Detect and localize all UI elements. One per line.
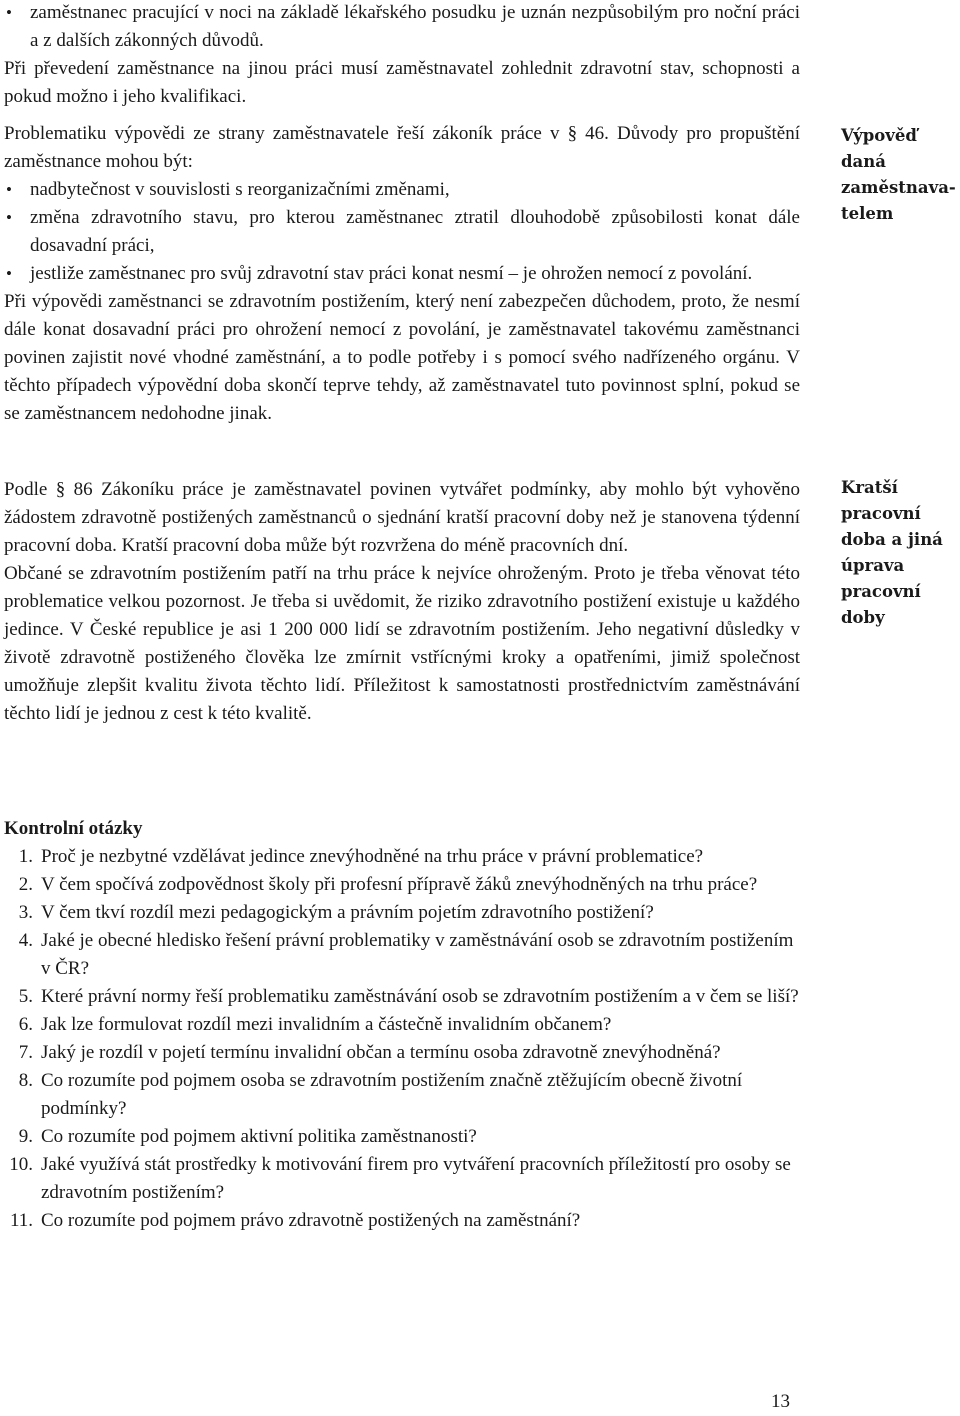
margin-note-line: doba a jiná xyxy=(841,530,943,549)
question-text: V čem spočívá zodpovědnost školy při profesní přípravě žáků znevýhodněných na trhu práce? xyxy=(41,874,758,895)
question-item xyxy=(0,1011,800,1039)
continuation-block xyxy=(4,0,800,111)
bullet-item: • nadbytečnost v souvislosti s reorganizačními změnami, xyxy=(4,176,800,204)
bullet-item: • změna zdravotního stavu, pro kterou zaměstnanec ztratil dlouhodobě způsobilosti konat dále dosavadní práci, xyxy=(4,204,800,260)
question-item xyxy=(0,1067,800,1123)
questions-list xyxy=(0,843,800,1235)
margin-note-shorter-hours xyxy=(841,475,959,631)
question-text: Jaký je rozdíl v pojetí termínu invalidní občan a termínu osoba zdravotně znevýhodněná? xyxy=(41,1042,721,1063)
paragraph: Občané se zdravotním postižením patří na trhu práce k nejvíce ohroženým. Proto je třeba věnovat této problematice velkou pozornost. Je třeba si uvědomit, že riziko zdravotního postižení existuje u každého jedince. V České republice je asi 1 200 000 lidí se zdravotním postižením. Jeho negativní důsledky v životě zdravotně postiženého člověka lze zmírnit vstřícnými kroky a opatřeními, jimiž společnost umožňuje zlepšit kvalitu života těchto lidí. Příležitost k samostatnosti prostřednictvím zaměstnávání těchto lidí je jednou z cest k této kvalitě. xyxy=(4,563,800,724)
margin-note-line: telem xyxy=(841,204,894,223)
question-item xyxy=(0,927,800,983)
shorter-hours-section xyxy=(4,476,800,728)
question-item xyxy=(0,983,800,1011)
question-item xyxy=(0,1039,800,1067)
question-number: 5. xyxy=(18,986,33,1007)
question-number: 11. xyxy=(9,1210,33,1231)
margin-note-line: Kratší xyxy=(841,478,898,497)
question-number: 8. xyxy=(18,1070,33,1091)
margin-note-line: Výpověď xyxy=(841,126,917,145)
margin-note-line: pracovní xyxy=(841,582,921,601)
question-item xyxy=(0,1123,800,1151)
question-text: V čem tkví rozdíl mezi pedagogickým a právním pojetím zdravotního postižení? xyxy=(41,902,654,923)
bullet-item: • zaměstnanec pracující v noci na základě lékařského posudku je uznán nezpůsobilým pro noční práci a z dalších zákonných důvodů. xyxy=(4,0,800,55)
margin-note-line: daná xyxy=(841,152,886,171)
question-text: Jaké je obecné hledisko řešení právní problematiky v zaměstnávání osob se zdravotním postižením v ČR? xyxy=(41,930,794,979)
question-number: 10. xyxy=(9,1154,33,1175)
question-number: 9. xyxy=(18,1126,33,1147)
questions-heading: Kontrolní otázky xyxy=(4,818,143,839)
margin-note-termination xyxy=(841,123,959,227)
question-number: 1. xyxy=(18,846,33,867)
question-item xyxy=(0,1151,800,1207)
paragraph-intro: Problematiku výpovědi ze strany zaměstnavatele řeší zákoník práce v § 46. Důvody pro propuštění zaměstnance mohou být: xyxy=(4,123,800,172)
bullet-item: • jestliže zaměstnanec pro svůj zdravotní stav práci konat nesmí – je ohrožen nemocí z povolání. xyxy=(4,260,800,288)
question-text: Jaké využívá stát prostředky k motivování firem pro vytváření pracovních příležitostí pro osoby se zdravotním postižením? xyxy=(41,1154,791,1203)
question-item xyxy=(0,899,800,927)
termination-section xyxy=(4,120,800,428)
question-text: Co rozumíte pod pojmem právo zdravotně postižených na zaměstnání? xyxy=(41,1210,581,1231)
question-text: Které právní normy řeší problematiku zaměstnávání osob se zdravotním postižením a v čem se liší? xyxy=(41,986,799,1007)
paragraph: Při výpovědi zaměstnanci se zdravotním postižením, který není zabezpečen důchodem, proto, že nesmí dále konat dosavadní práci pro ohrožení nemocí z povolání, je zaměstnavatel takovému zaměstnanci povinen zajistit nové vhodné zaměstnání, a to podle potřeby i s pomocí svého nadřízeného orgánu. V těchto případech výpovědní doba skončí teprve tehdy, až zaměstnavatel tuto povinnost splní, pokud se se zaměstnancem nedohodne jinak. xyxy=(4,291,800,424)
margin-note-line: zaměstnava- xyxy=(841,178,956,197)
paragraph: Při převedení zaměstnance na jinou práci musí zaměstnavatel zohlednit zdravotní stav, schopnosti a pokud možno i jeho kvalifikaci. xyxy=(4,58,800,107)
margin-note-line: pracovní xyxy=(841,504,921,523)
question-text: Proč je nezbytné vzdělávat jedince znevýhodněné na trhu práce v právní problematice? xyxy=(41,846,704,867)
question-number: 2. xyxy=(18,874,33,895)
page-number: 13 xyxy=(771,1391,790,1412)
question-text: Co rozumíte pod pojmem osoba se zdravotním postižením značně ztěžujícím obecně životní podmínky? xyxy=(41,1070,743,1119)
margin-note-line: úprava xyxy=(841,556,905,575)
paragraph: Podle § 86 Zákoníku práce je zaměstnavatel povinen vytvářet podmínky, aby mohlo být vyhověno žádostem zdravotně postižených zaměstnanců o sjednání kratší pracovní doby než je stanovena týdenní pracovní doba. Kratší pracovní doba může být rozvržena do méně pracovních dní. xyxy=(4,479,800,556)
question-number: 7. xyxy=(18,1042,33,1063)
question-text: Jak lze formulovat rozdíl mezi invalidním a částečně invalidním občanem? xyxy=(41,1014,612,1035)
question-item xyxy=(0,843,800,871)
question-item xyxy=(0,1207,800,1235)
question-item xyxy=(0,871,800,899)
question-number: 3. xyxy=(18,902,33,923)
question-number: 6. xyxy=(18,1014,33,1035)
question-number: 4. xyxy=(18,930,33,951)
question-text: Co rozumíte pod pojmem aktivní politika zaměstnanosti? xyxy=(41,1126,477,1147)
margin-note-line: doby xyxy=(841,608,885,627)
